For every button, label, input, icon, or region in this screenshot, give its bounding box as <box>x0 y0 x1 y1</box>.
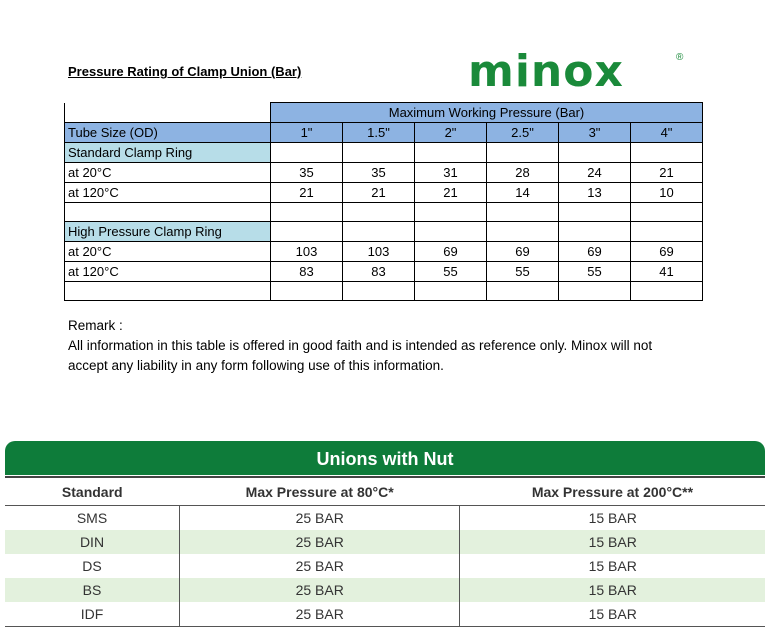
cell: 25 BAR <box>180 530 460 554</box>
size-header: 2.5" <box>487 123 559 143</box>
cell: 21 <box>631 163 703 183</box>
empty-corner <box>65 103 271 123</box>
remark-line: accept any liability in any form following use of this information. <box>68 358 444 373</box>
cell: 69 <box>487 242 559 262</box>
column-header: Standard <box>5 478 180 506</box>
table-row <box>5 530 765 554</box>
cell: 55 <box>415 262 487 282</box>
cell: 15 BAR <box>460 578 765 602</box>
cell: 35 <box>343 163 415 183</box>
cell: 83 <box>271 262 343 282</box>
cell: 14 <box>487 183 559 203</box>
size-header: 4" <box>631 123 703 143</box>
pressure-rating-table <box>64 102 703 301</box>
cell: 83 <box>343 262 415 282</box>
cell: 15 BAR <box>460 530 765 554</box>
cell: 69 <box>415 242 487 262</box>
row-label: at 120°C <box>65 262 271 282</box>
cell: 31 <box>415 163 487 183</box>
logo-text: minox <box>468 46 624 97</box>
cell: 35 <box>271 163 343 183</box>
cell: 103 <box>343 242 415 262</box>
row-label: at 20°C <box>65 242 271 262</box>
cell: 25 BAR <box>180 602 460 626</box>
size-header: 3" <box>559 123 631 143</box>
cell: 25 BAR <box>180 554 460 578</box>
cell: 41 <box>631 262 703 282</box>
cell: 25 BAR <box>180 506 460 531</box>
unions-with-nut-table <box>5 441 765 627</box>
cell: 15 BAR <box>588 510 637 526</box>
remark-line: All information in this table is offered in good faith and is intended as reference only. Minox will not <box>68 338 653 353</box>
column-header: Max Pressure at 80°C* <box>180 478 460 506</box>
cell: 15 BAR <box>588 558 637 574</box>
minox-logo <box>468 46 684 97</box>
cell: 21 <box>415 183 487 203</box>
unions-title: Unions with Nut <box>5 441 765 475</box>
table-row <box>5 554 765 578</box>
remark-block <box>68 316 708 376</box>
table-row <box>5 506 765 531</box>
cell: DS <box>82 558 102 574</box>
cell: 28 <box>487 163 559 183</box>
row-label: at 20°C <box>65 163 271 183</box>
cell: 69 <box>631 242 703 262</box>
table-row <box>65 242 703 262</box>
cell: 13 <box>559 183 631 203</box>
row-label: at 120°C <box>65 183 271 203</box>
table-row <box>65 183 703 203</box>
section-high-pressure: High Pressure Clamp Ring <box>65 222 271 242</box>
table-row <box>5 602 765 626</box>
cell: 21 <box>343 183 415 203</box>
cell: 24 <box>559 163 631 183</box>
cell: 15 BAR <box>588 606 637 622</box>
table-row <box>5 578 765 602</box>
cell: 25 BAR <box>180 578 460 602</box>
cell: BS <box>5 578 180 602</box>
cell: 55 <box>487 262 559 282</box>
cell: 55 <box>559 262 631 282</box>
size-header: 1.5" <box>343 123 415 143</box>
size-header: 1" <box>271 123 343 143</box>
cell: DIN <box>5 530 180 554</box>
column-header: Max Pressure at 200°C** <box>460 478 765 506</box>
cell: IDF <box>80 606 104 622</box>
remark-label: Remark : <box>68 318 123 333</box>
section-standard: Standard Clamp Ring <box>65 143 271 163</box>
group-header: Maximum Working Pressure (Bar) <box>271 103 703 123</box>
table-row <box>65 163 703 183</box>
cell: 69 <box>559 242 631 262</box>
cell: SMS <box>76 510 108 526</box>
table-row <box>65 262 703 282</box>
size-label: Tube Size (OD) <box>65 123 271 143</box>
size-header: 2" <box>415 123 487 143</box>
cell: 103 <box>271 242 343 262</box>
registered-mark: ® <box>676 52 684 63</box>
page-title: Pressure Rating of Clamp Union (Bar) <box>68 64 302 79</box>
cell: 21 <box>271 183 343 203</box>
cell: 10 <box>631 183 703 203</box>
